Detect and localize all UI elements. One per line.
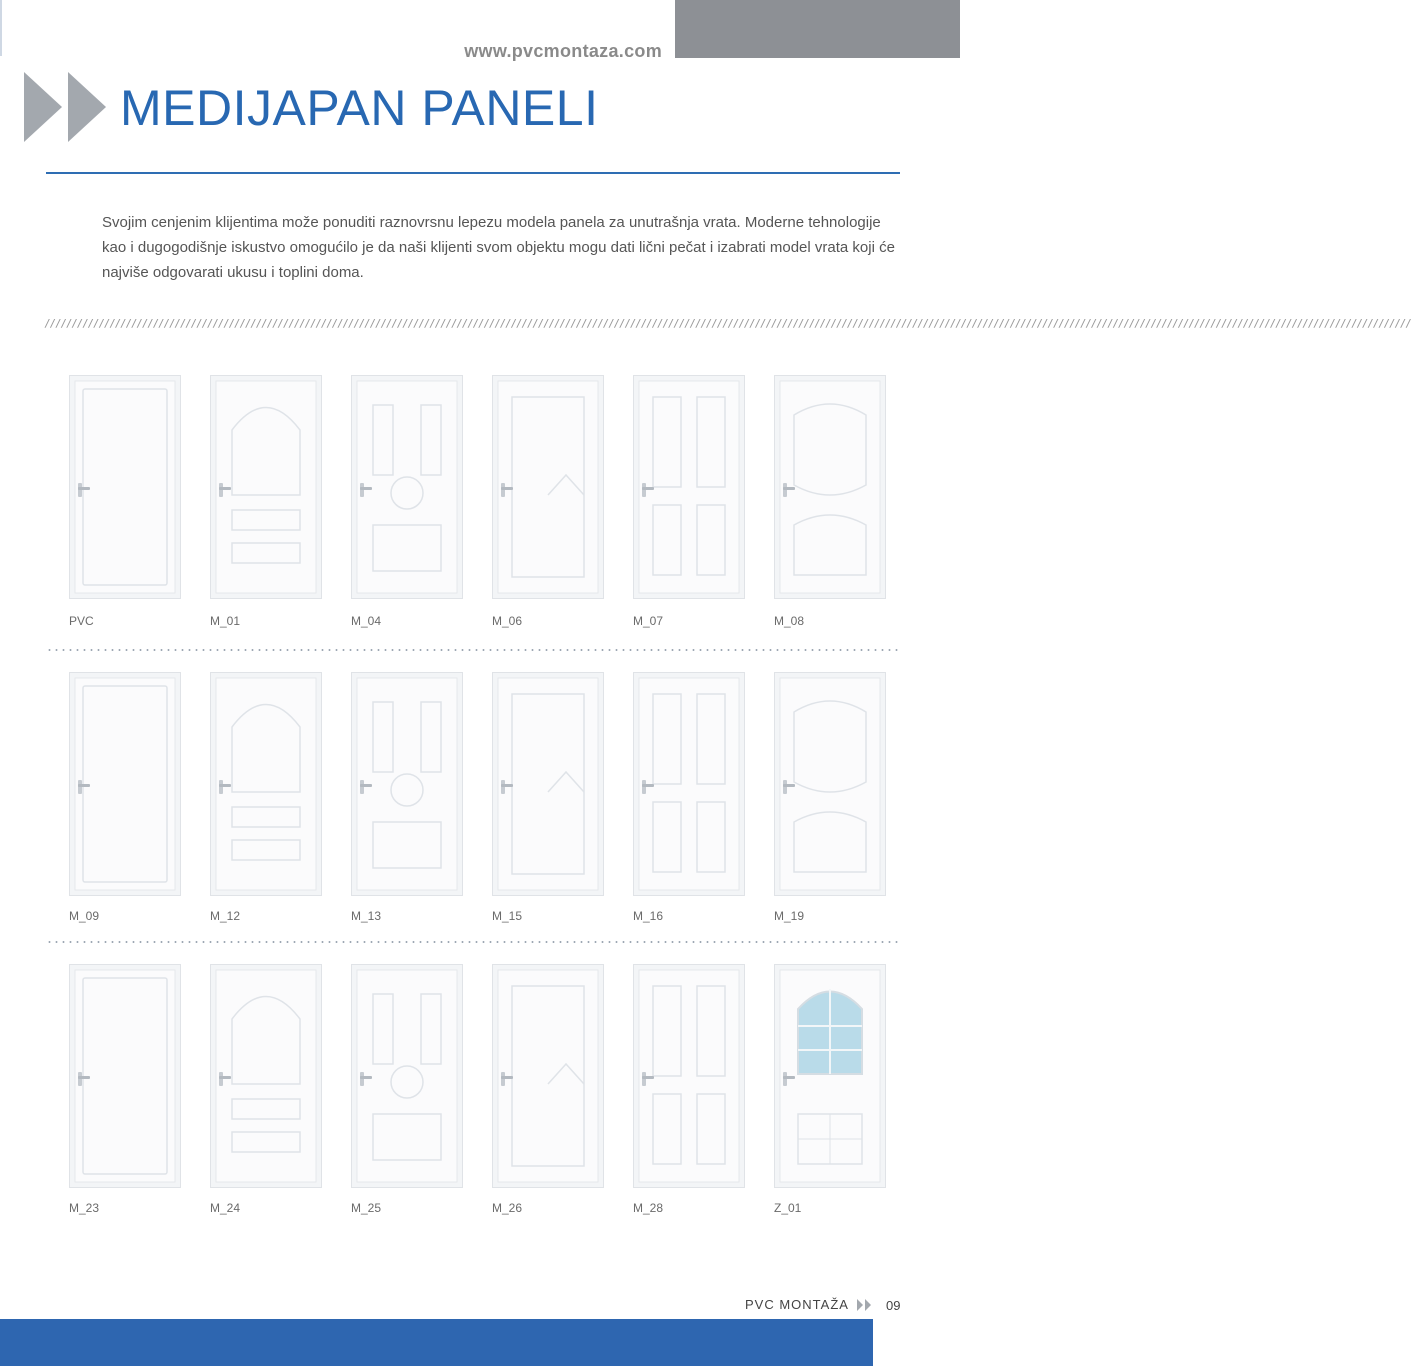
- door-thumbnail[interactable]: [351, 375, 463, 599]
- door-thumbnail[interactable]: [774, 375, 886, 599]
- footer-blue-bar: [0, 1319, 873, 1366]
- door-model-label: M_04: [351, 614, 382, 628]
- door-thumbnail[interactable]: [210, 375, 322, 599]
- door-model-label: M_24: [210, 1201, 241, 1215]
- door-model-label: M_16: [633, 909, 664, 923]
- door-thumbnail[interactable]: [633, 964, 745, 1188]
- door-model-label: M_26: [492, 1201, 523, 1215]
- door-model-label: M_15: [492, 909, 523, 923]
- header-gray-bar: [675, 0, 960, 58]
- door-thumbnail[interactable]: [492, 964, 604, 1188]
- door-model-label: M_13: [351, 909, 382, 923]
- door-thumbnail[interactable]: [351, 672, 463, 896]
- door-model-label: M_23: [69, 1201, 100, 1215]
- door-thumbnail[interactable]: [774, 964, 886, 1188]
- door-thumbnail[interactable]: [69, 672, 181, 896]
- hatch-divider: ////////////////////////////////////////////////////////////////////////////////////////////////////////////////////////////////////////////////////////////////////////////////////////////////////////////////////////////////////////////////////////////: [44, 317, 1411, 330]
- door-model-label: M_01: [210, 614, 241, 628]
- door-thumbnail[interactable]: [210, 672, 322, 896]
- door-thumbnail[interactable]: [492, 375, 604, 599]
- door-thumbnail[interactable]: [633, 375, 745, 599]
- page-number: 09: [886, 1298, 901, 1313]
- dotted-divider: [46, 941, 900, 943]
- door-model-label: M_25: [351, 1201, 382, 1215]
- door-thumbnail[interactable]: [351, 964, 463, 1188]
- door-model-label: M_19: [774, 909, 805, 923]
- door-model-label: M_28: [633, 1201, 664, 1215]
- door-model-label: M_12: [210, 909, 241, 923]
- page-title: MEDIJAPAN PANELI: [120, 80, 599, 136]
- door-model-label: Z_01: [774, 1201, 802, 1215]
- double-chevron-icon: [24, 72, 114, 142]
- website-url[interactable]: www.pvcmontaza.com: [464, 41, 662, 61]
- footer-chevron-icon: [857, 1299, 873, 1311]
- door-thumbnail[interactable]: [210, 964, 322, 1188]
- door-thumbnail[interactable]: [633, 672, 745, 896]
- dotted-divider: [46, 649, 900, 651]
- door-thumbnail[interactable]: [492, 672, 604, 896]
- door-model-label: M_08: [774, 614, 805, 628]
- door-thumbnail[interactable]: [69, 964, 181, 1188]
- intro-paragraph: Svojim cenjenim klijentima može ponuditi raznovrsnu lepezu modela panela za unutrašnja vrata. Moderne tehnologije kao i dugogodišnje iskustvo omogućilo je da naši klijenti svom objektu mogu dati lični pečat i izabrati model vrata koji će najviše odgovarati ukusu i toplini doma.: [102, 214, 895, 281]
- door-model-label: M_06: [492, 614, 523, 628]
- title-divider: [46, 172, 900, 174]
- door-thumbnail[interactable]: [69, 375, 181, 599]
- door-model-label: M_09: [69, 909, 100, 923]
- door-thumbnail[interactable]: [774, 672, 886, 896]
- door-model-label: PVC: [69, 614, 94, 628]
- page-edge-line: [0, 0, 2, 56]
- footer-brand: PVC MONTAŽA: [745, 1297, 849, 1312]
- door-model-label: M_07: [633, 614, 664, 628]
